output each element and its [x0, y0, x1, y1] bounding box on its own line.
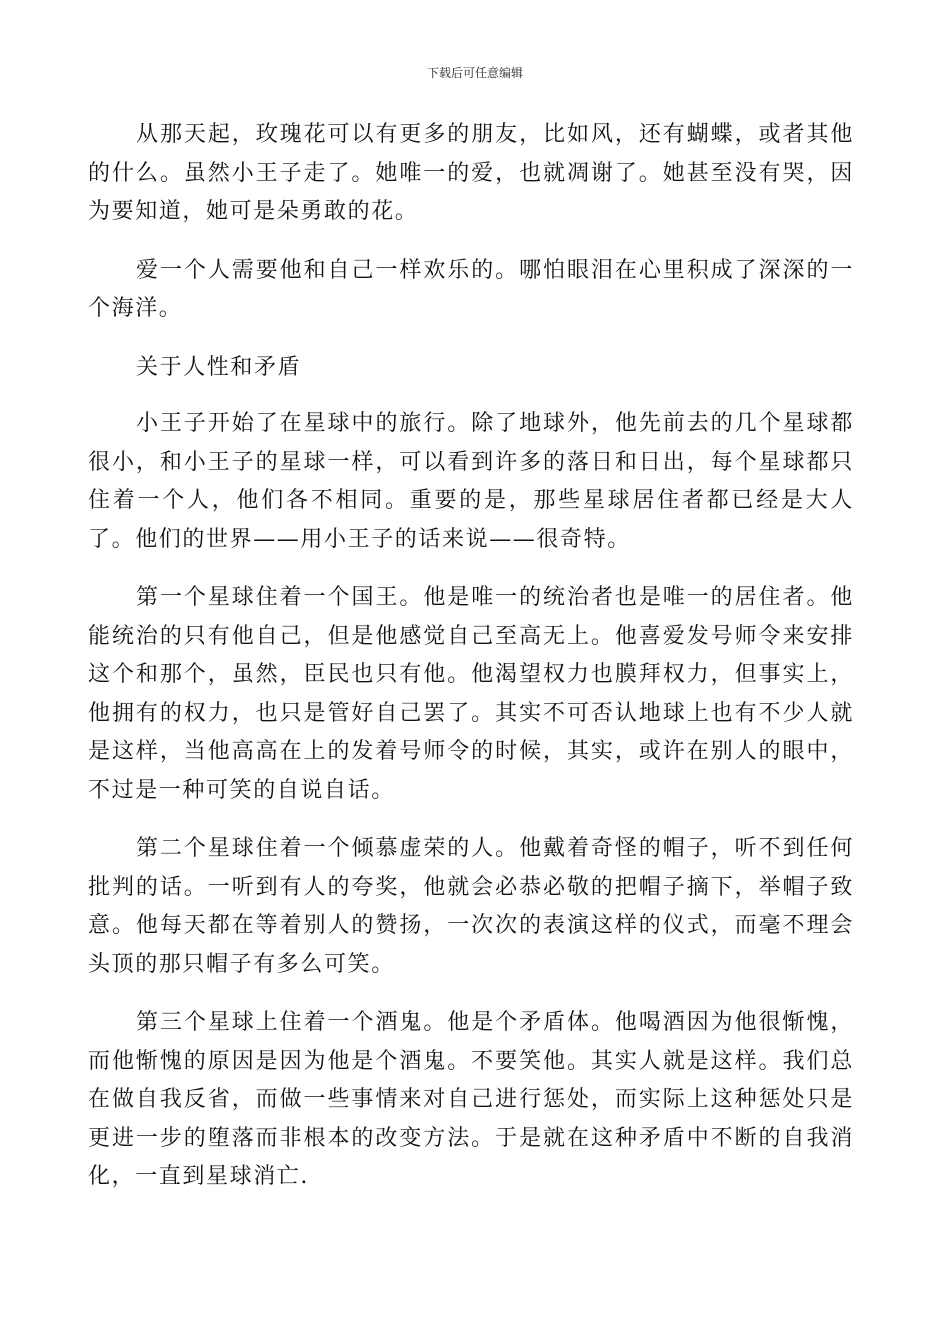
paragraph-rose: 从那天起，玫瑰花可以有更多的朋友，比如风，还有蝴蝶，或者其他的什么。虽然小王子走了。她唯一的爱，也就凋谢了。她甚至没有哭，因为要知道，她可是朵勇敢的花。: [88, 122, 854, 224]
document-body: [88, 116, 854, 1217]
paragraph-love: 爱一个人需要他和自己一样欢乐的。哪怕眼泪在心里积成了深深的一个海洋。: [88, 257, 854, 321]
paragraph-king: 第一个星球住着一个国王。他是唯一的统治者也是唯一的居住者。他能统治的只有他自己，但是他感觉自己至高无上。他喜爱发号师令来安排这个和那个，虽然，臣民也只有他。他渴望权力也膜拜权力，但事实上，他拥有的权力，也只是管好自己罢了。其实不可否认地球上也有不少人就是这样，当他高高在上的发着号师令的时候，其实，或许在别人的眼中，不过是一种可笑的自说自话。: [88, 585, 854, 803]
section-heading: 关于人性和矛盾: [136, 354, 302, 380]
paragraph-drunkard: 第三个星球上住着一个酒鬼。他是个矛盾体。他喝酒因为他很惭愧，而他惭愧的原因是因为他是个酒鬼。不要笑他。其实人就是这样。我们总在做自我反省，而做一些事情来对自己进行惩处，而实际上这种惩处只是更进一步的堕落而非根本的改变方法。于是就在这种矛盾中不断的自我消化，一直到星球消亡.: [88, 1010, 854, 1189]
paragraph-vain-man: 第二个星球住着一个倾慕虚荣的人。他戴着奇怪的帽子，听不到任何批判的话。一听到有人的夸奖，他就会必恭必敬的把帽子摘下，举帽子致意。他每天都在等着别人的赞扬，一次次的表演这样的仪式，而毫不理会头顶的那只帽子有多么可笑。: [88, 836, 854, 977]
paragraph-journey: 小王子开始了在星球中的旅行。除了地球外，他先前去的几个星球都很小，和小王子的星球一样，可以看到许多的落日和日出，每个星球都只住着一个人，他们各不相同。重要的是，那些星球居住者都已经是大人了。他们的世界——用小王子的话来说——很奇特。: [88, 411, 854, 552]
page-header: 下载后可任意编辑: [426, 66, 523, 80]
